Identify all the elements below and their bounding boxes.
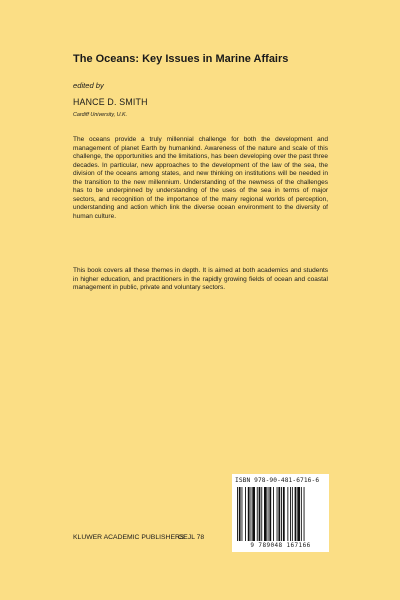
barcode-bar: [261, 487, 262, 541]
barcode-bar: [268, 487, 269, 541]
barcode-bar: [292, 487, 293, 541]
barcode-bar: [301, 487, 302, 541]
barcode-bar: [259, 487, 261, 541]
barcode-bar: [245, 487, 246, 541]
barcode-bar: [264, 487, 267, 541]
barcode-bar: [251, 487, 252, 541]
barcode-bar: [269, 487, 271, 541]
editor-name: HANCE D. SMITH: [73, 97, 148, 107]
publisher-name: KLUWER ACADEMIC PUBLISHERS: [73, 534, 185, 541]
edited-by-label: edited by: [73, 81, 104, 90]
barcode-bar: [237, 487, 238, 541]
editor-affiliation: Cardiff University, U.K.: [73, 112, 128, 118]
barcode-bar: [248, 487, 250, 541]
barcode-bar: [273, 487, 274, 541]
barcode-bar: [252, 487, 255, 541]
barcode-bar: [290, 487, 291, 541]
barcode-bar: [239, 487, 241, 541]
barcode-bar: [278, 487, 280, 541]
description-paragraph-2: This book covers all these themes in depth. It is aimed at both academics and students in higher education, and practitioners in the rapidly growing fields of ocean and coastal management in public, private and voluntary sectors.: [73, 267, 328, 292]
barcode-bar: [283, 487, 285, 541]
isbn-text: ISBN 978-90-481-6716-6: [235, 477, 320, 484]
barcode-label: [232, 474, 329, 552]
barcode-bar: [281, 487, 282, 541]
barcode-bar: [287, 487, 288, 541]
barcode-bar: [242, 487, 243, 541]
barcode-bar: [297, 487, 300, 541]
barcode-number: 9 789048 167166: [250, 542, 311, 549]
barcode-bar: [295, 487, 297, 541]
barcode-icon: [237, 487, 325, 541]
barcode-bar: [277, 487, 278, 541]
description-paragraph-1: The oceans provide a truly millennial challenge for both the development and management of planet Earth by humankind. Awareness of the nature and scale of this challenge, the opportunities and the limitations, has been developing over the past three decades. In particular, new approaches to the development of the law of the sea, the division of the oceans among states, and new thinking on institutions will be needed in the transition to the new millennium. Understanding of the newness of the challenges has to be underpinned by understanding of the uses of the sea in terms of major sectors, and recognition of the importance of the many regional worlds of perception, understanding and action which link the diverse ocean environment to the diversity of human culture.: [73, 136, 328, 220]
book-title: The Oceans: Key Issues in Marine Affairs: [73, 53, 289, 65]
series-code: GEJL 78: [178, 534, 205, 541]
barcode-bar: [257, 487, 258, 541]
barcode-bar: [304, 487, 305, 541]
